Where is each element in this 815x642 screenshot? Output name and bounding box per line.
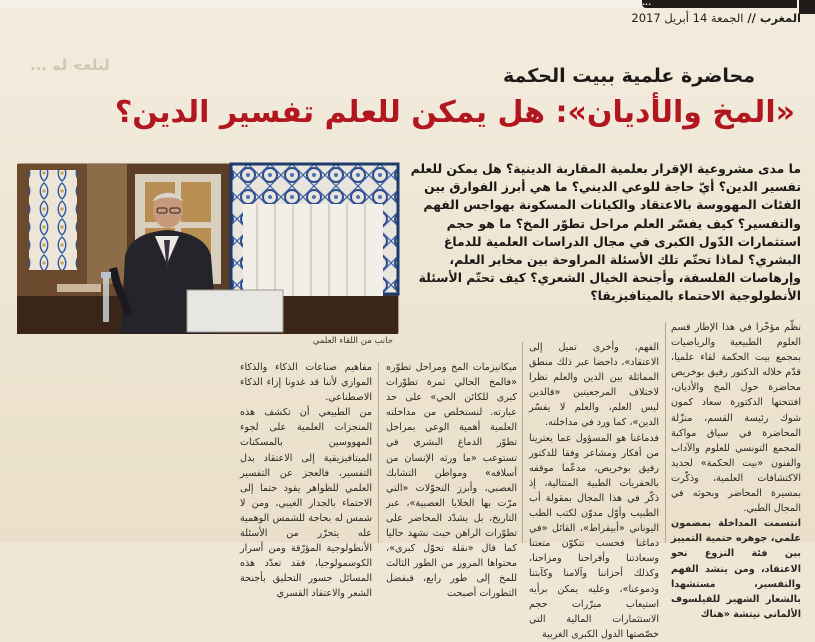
column-paragraph: الفهم، وأخرى تميل إلى الاعتقاد»، داحضا عبر ذلك منطق المماثلة بين الدين والعلم نظرا لاختلاف المرجعيتين «فالدين ليس العلم، والعلم لا يفسّر الدين»، كما ورد في مداخلته. — [529, 342, 659, 429]
article-photo — [18, 163, 399, 333]
section-tab-label: ... — [642, 0, 652, 7]
article-headline: «المخ والأديان»: هل يمكن للعلم تفسير الدين؟ — [114, 95, 795, 130]
column-paragraph: مفاهيم صناعات الذكاء والذكاء الموازي لأننا قد غدونا إزاء الذكاء الاصطناعي. — [240, 362, 372, 404]
article-column-3 — [386, 360, 517, 602]
column-rule — [522, 342, 523, 543]
dateline-country: المغرب — [759, 11, 801, 25]
dateline-date: الجمعة 14 أبريل 2017 — [631, 11, 744, 25]
column-rule — [378, 362, 379, 543]
column-paragraph: ميكانيزمات المخ ومراحل تطوّره «فالمخ الحالي ثمرة تطوّرات كبرى للكائن الحي» على حد عبارته. لنستخلص من مداخلته العلمية أهمية الوعي بمراحل تطوّر الدماغ البشري في تستوعب «ما ورثه الإنسان من أسلافه» ومواطن التشابك العصبي، وأبرز التحوّلات «التي مرّت بها الخلايا العصبية»، عبر التاريخ، بل يشدّد المحاضر على تطوّرات الراهن حيث نشهد حاليا كما قال «نقلة تحوّل كبرى»، محتواها المرور من الطور الثالث للمخ إلى طور رابع، فبفضل التطورات أصبحت — [386, 362, 517, 600]
column-paragraph: انتسمت المداخلة بمضمون علمي، جوهره حتمية التمييز بين فئة النزوع نحو الاعتقاد، ومن ينشد الفهم والتفسير، مستشهدا بالشعار الشهير للفيلسوف الألماني نيتشة «هناك — [671, 518, 801, 620]
column-paragraph: نظّم مؤخّرا في هذا الإطار قسم العلوم الطبيعية والرياضيات بمجمع بيت الحكمة لقاء علميا، قدّم خلاله الدكتور رفيق بوخريص محاضرة حول المخ والأديان، افتتحتها الدكتورة سعاد كمون شوك رئيسة القسم، منزّلة المحاضرة في سياق مواكبة المجمع التونسي للعلوم والآداب والفنون «بيت الحكمة» لجديد الاكتشافات العلمية، وذكّرت بمسيرة المحاضر وبحوثه في المجال الطبي. — [671, 322, 801, 515]
section-tab — [642, 0, 797, 8]
column-paragraph: من الطبيعي أن تكشف هذه المنجزات العلمية على لجوء المهووسين بالمسكنات الميتافيزيقية إلى الاعتقاد بدل التفسير، فالعجز عن التفسير العلمي للظواهر يقود حتما إلى الاحتماء بالجدار الغيبي، ومن لا شمس له بحاجة للشمس الوهمية عله يتحرّر من الأسئلة الأنطولوجية المؤرّقة ومن أسرار الكوسمولوجيا، فقد تعدّد هذه المسائل جسور التحليق بأجنحة الشعر والاعتقاد القسري — [240, 407, 372, 600]
article-column-1 — [671, 320, 801, 622]
article-column-2 — [529, 340, 659, 642]
lecture-photo-illustration — [17, 164, 398, 334]
section-tab-corner — [799, 0, 815, 14]
article-kicker: محاضرة علمية ببيت الحكمة — [503, 65, 755, 87]
article-column-4 — [240, 360, 372, 602]
column-paragraph: فدماغنا هو المسؤول عما يعترينا من أفكار ومشاعر وفقا للدكتور رفيق بوخريص، مدعّما موقفه بالحفريات الطبية المتتالية، إذ ذكّر في هذا المجال بمقولة أب الطبيب وأوّل مدوّن لكتب الطب اليوناني «أبيقراط»، القائل «في دماغنا فحسب تتكوّن متعتنا وسعادتنا وأفراحنا ومزاحنا، وكذلك أحزاننا وآلامنا وكآبتنا ودموعنا»، وعليه يمكن برأيه استيعاب مبرّرات حجم الاستثمارات المالية التي خصّصتها الدول الكبرى الغربية — [529, 432, 659, 640]
column-rule — [665, 322, 666, 543]
photo-caption: جانب من اللقاء العلمي — [312, 336, 393, 346]
dateline — [631, 10, 801, 26]
bleed-through-text: ... ما جعلنا — [30, 56, 110, 74]
article-deck: ما مدى مشروعية الإقرار بعلمية المقاربة الدينية؟ هل يمكن للعلم تفسير الدين؟ أيّ حاجة للوعي الديني؟ ما هي أبرز الفوارق بين الفئات المهووسة بالاعتقاد والكيانات المسكونة بهواجس الفهم والتفسير؟ كيف يفسّر العلم مراحل تطوّر المخ؟ ما هو حجم استثمارات الدّول الكبرى في مجال الدراسات العلمية للدماغ البشري؟ لماذا تحتّم تلك الأسئلة المراوحة بين مخابر العلم، وإرهاصات الفلسفة، وأجنحة الخيال الشعري؟ كيف تحتّم الأسئلة الأنطولوجية الاحتماء بالميتافيزيقا؟ — [410, 161, 801, 304]
dateline-separator: // — [747, 11, 756, 25]
